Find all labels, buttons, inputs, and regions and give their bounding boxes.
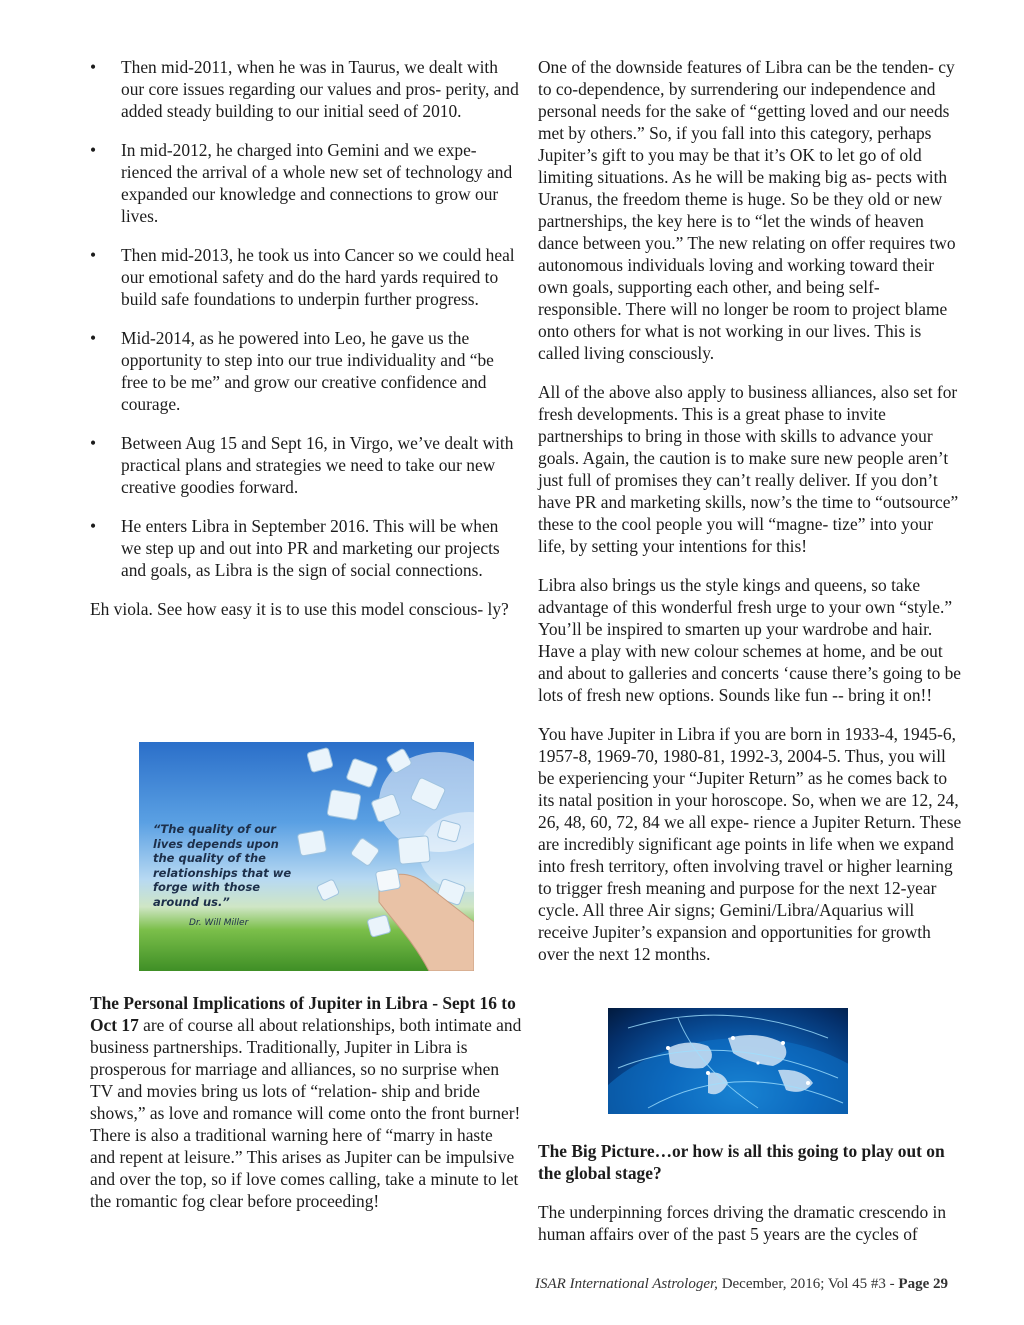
left-section	[90, 992, 522, 1229]
body-paragraph: You have Jupiter in Libra if you are born in 1933-4, 1945-6, 1957-8, 1969-70, 1980-81, 1992-3, 2004-5. Thus, you will be experiencing your “Jupiter Return” as he comes back to its natal position in your horoscope. So, when we are 12, 24, 26, 48, 60, 72, 84 we all expe- rience a Jupiter Return. These are incredibly significant age points in life when we expand into fresh territory, often involving travel or higher learning to trigger fresh meaning and purpose for the next 12-year cycle. All three Air signs; Gemini/Libra/Aquarius will receive Jupiter’s expansion and opportunities for growth over the next 12 months.	[538, 724, 962, 964]
body-paragraph: Libra also brings us the style kings and queens, so take advantage of this wonderful fresh urge to your own “style.” You’ll be inspired to smarten up your wardrobe and hair. Have a play with new colour schemes at home, and be out and about to galleries and concerts ‘cause there’s going to be lots of fresh new options. Sounds like fun -- bring it on!!	[538, 575, 962, 705]
bullet-item	[90, 515, 522, 581]
bullet-text: Between Aug 15 and Sept 16, in Virgo, we’ve dealt with practical plans and strategies we need to take our new creative goodies forward.	[121, 433, 514, 497]
body-paragraph: All of the above also apply to business alliances, also set for fresh developments. This is a great phase to invite partnerships to bring in those with skills to advance your goals. Again, the caution is to make sure new people aren’t just full of promises they can’t really deliver. If you don’t have PR and marketing skills, now’s the time to “outsource” these to the cool people you will “magne- tize” into your life, by setting your intentions for this!	[538, 382, 959, 556]
page-footer	[535, 1276, 948, 1293]
section-body: are of course all about relationships, both intimate and business partnerships. Traditionally, Jupiter in Libra is prosperous for marriage and alliances, so no surprise when TV and movies bring us lots of “relation- ship and bride shows,” as love and romance will come onto the front burner! There is also a traditional warning here of “marry in haste and repent at leisure.” This arises as Jupiter can be impulsive and over the top, so if love comes calling, take a minute to let the romantic fog clear before proceeding!	[90, 1015, 522, 1211]
section-heading: The Personal Implications of Jupiter in Libra - Sept 16 to Oct 17	[90, 993, 516, 1035]
section-heading: The Big Picture…or how is all this going to play out on the global stage?	[538, 1141, 945, 1183]
bullet-marker: •	[90, 245, 97, 265]
bullet-marker: •	[90, 328, 97, 348]
publication-name: ISAR International Astrologer,	[535, 1276, 718, 1292]
puzzle-quote-image	[139, 742, 474, 971]
body-paragraph: One of the downside features of Libra can be the tenden- cy to co-dependence, by surrendering our independence and personal needs for the sake of “getting loved and our needs met by others.” So, if you fall into this category, perhaps Jupiter’s gift to you may be that it’s OK to let go of old limiting situations. As he will be making big as- pects with Uranus, the freedom theme is huge. So be they old or new partnerships, the key here is to “let the winds of heaven dance between you.” The new relating on offer requires two autonomous individuals loving and working toward their own goals, supporting each other, and being self-responsible. There will no longer be room to project blame onto others for what is not working in our lives. This is called living consciously.	[538, 57, 956, 363]
globe-network-image	[608, 1008, 848, 1114]
right-section	[538, 1140, 962, 1262]
bullet-text: He enters Libra in September 2016. This will be when we step up and out into PR and marketing our projects and goals, as Libra is the sign of social connections.	[121, 516, 500, 580]
page-number: Page 29	[898, 1276, 948, 1292]
bullet-item	[90, 327, 522, 415]
globe-graphic	[608, 1008, 848, 1114]
bullet-item	[90, 139, 522, 227]
bullet-item	[90, 56, 522, 122]
bullet-marker: •	[90, 140, 97, 160]
bullet-list	[90, 56, 522, 581]
bullet-text: Then mid-2013, he took us into Cancer so we could heal our emotional safety and do the hard yards required to build safe foundations to underpin further progress.	[121, 245, 515, 309]
right-column	[538, 56, 962, 982]
section-paragraph	[90, 992, 522, 1212]
issue-info: December, 2016; Vol 45 #3 -	[717, 1276, 899, 1292]
closing-paragraph: Eh viola. See how easy it is to use this model conscious- ly?	[90, 599, 509, 619]
bullet-text: Then mid-2011, when he was in Taurus, we dealt with our core issues regarding our values and pros- perity, and added steady building to our initial seed of 2010.	[121, 57, 519, 121]
image-quote-text: “The quality of our lives depends upon the quality of the relationships that we forge with those around us.”	[153, 822, 292, 909]
left-column	[90, 56, 522, 637]
bullet-marker: •	[90, 433, 97, 453]
bullet-text: Mid-2014, as he powered into Leo, he gave us the opportunity to step into our true individuality and “be free to be me” and grow our creative confidence and courage.	[121, 328, 494, 414]
bullet-item	[90, 432, 522, 498]
bullet-marker: •	[90, 516, 97, 536]
bullet-item	[90, 244, 522, 310]
image-quote-author: Dr. Will Miller	[189, 918, 249, 928]
bullet-text: In mid-2012, he charged into Gemini and we expe- rienced the arrival of a whole new set of technology and expanded our knowledge and connections to grow our lives.	[121, 140, 513, 226]
bullet-marker: •	[90, 57, 97, 77]
section-body: The underpinning forces driving the dramatic crescendo in human affairs over of the past 5 years are the cycles of	[538, 1202, 947, 1244]
